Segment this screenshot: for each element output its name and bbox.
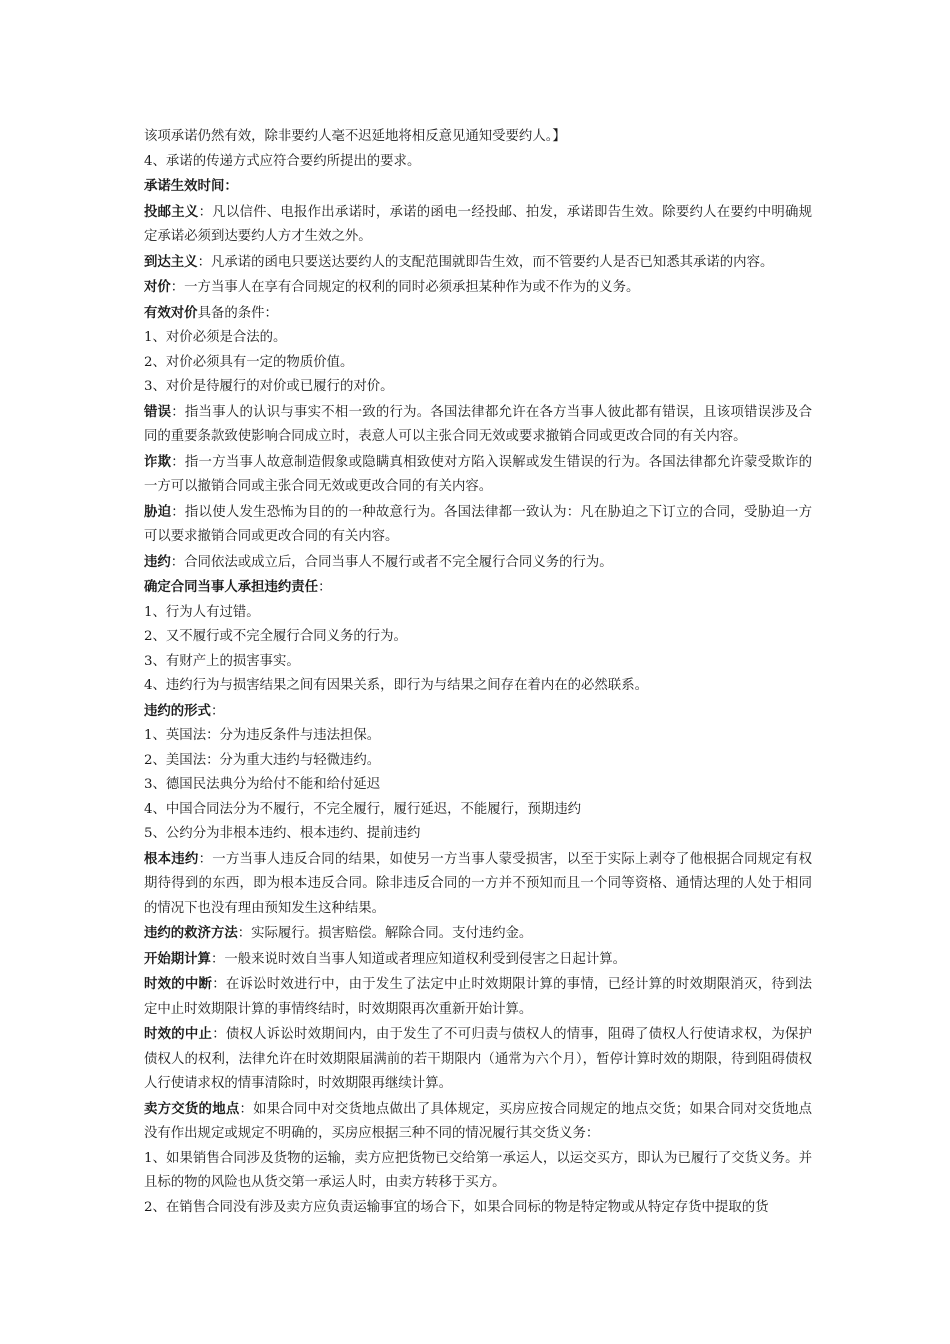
paragraph-text: ：合同依法或成立后，合同当事人不履行或者不完全履行合同义务的行为。 [170,554,613,570]
paragraph-text: ：一般来说时效自当事人知道或者理应知道权利受到侵害之日起计算。 [210,951,627,967]
paragraph [144,200,812,250]
paragraph [144,375,812,400]
bold-term: 卖方交货的地点 [144,1100,240,1117]
bold-term: 到达主义 [144,253,198,270]
bold-term: 对价 [144,279,171,295]
paragraph [144,125,812,150]
paragraph-text: 具备的条件： [197,305,278,321]
paragraph-text: 该项承诺仍然有效，除非要约人毫不迟延地将相反意见通知受要约人。】 [144,129,566,144]
paragraph-text: ： [318,580,332,595]
paragraph-text: 1、如果销售合同涉及货物的运输，卖方应把货物已交给第一承运人，以运交买方，即认为已履行了交货义务。并且标的物的风险也从货交第一承运人时，由卖方转移于买方。 [144,1150,812,1190]
bold-term: 错误 [144,403,172,420]
bold-term: 胁迫 [144,503,172,520]
paragraph [144,773,812,798]
paragraph-text: 3、对价是待履行的对价或已履行的对价。 [144,379,394,394]
paragraph [144,500,812,550]
bold-term: 有效对价 [144,304,198,321]
paragraph [144,400,812,450]
paragraph-text: 2、对价必须具有一定的物质价值。 [144,354,354,370]
paragraph [144,301,812,327]
paragraph-text: 4、违约行为与损害结果之间有因果关系，即行为与结果之间存在着内在的必然联系。 [144,678,648,693]
paragraph [144,972,812,1022]
paragraph [144,1147,812,1196]
bold-term: 投邮主义 [144,203,199,220]
bold-term: 诈欺 [144,453,172,470]
paragraph-text: ：一方当事人在享有合同规定的权利的同时必须承担某种作为或不作为的义务。 [170,280,640,295]
bold-term: 根本违约 [144,850,199,867]
paragraph-text: 2、美国法：分为重大违约与轻微违约。 [144,752,381,768]
bold-term: 开始期计算 [144,950,211,967]
paragraph-text: 4、中国合同法分为不履行，不完全履行，履行延迟，不能履行，预期违约 [144,801,582,817]
document-body [144,125,812,1220]
paragraph [144,601,812,626]
paragraph [144,749,812,774]
paragraph [144,351,812,376]
paragraph [144,822,812,847]
paragraph-text: 4、承诺的传递方式应符合要约所提出的要求。 [144,153,421,169]
paragraph [144,250,812,276]
paragraph-text: ：在诉讼时效进行中，由于发生了法定中止时效期限计算的事情，已经计算的时效期限消灭，待到法定中止时效期限计算的事情终结时，时效期限再次重新开始计算。 [144,977,813,1017]
paragraph-text: ：实际履行。损害赔偿。解除合同。支付违约金。 [237,926,533,941]
bold-term: 违约的救济方法 [144,925,238,941]
paragraph-text: 2、又不履行或不完全履行合同义务的行为。 [144,629,407,644]
paragraph [144,275,812,301]
paragraph-text: 1、行为人有过错。 [144,604,260,620]
paragraph-text: 3、德国民法典分为给付不能和给付延迟 [144,777,381,792]
paragraph [144,1196,812,1221]
paragraph [144,650,812,675]
paragraph-text: ：债权人诉讼时效期间内，由于发生了不可归责与债权人的情事，阻碍了债权人行使请求权，为保护债权人的权利，法律允许在时效期限届满前的若干期限内（通常为六个月），暂停计算时效的期限，待到阻碍债权人行使请求权的情事清除时，时效期限再继续计算。 [144,1027,813,1091]
paragraph-text: 5、公约分为非根本违约、根本违约、提前违约 [144,826,421,841]
paragraph [144,1097,812,1147]
paragraph [144,847,812,922]
paragraph [144,1022,812,1097]
bold-term: 承诺生效时间： [144,178,238,194]
paragraph-text: ：指当事人的认识与事实不相一致的行为。各国法律都允许在各方当事人彼此都有错误，且该项错误涉及合同的重要条款致使影响合同成立时，表意人可以主张合同无效或要求撤销合同或更改合同的有关内容。 [144,404,813,444]
paragraph-text: ：凡承诺的函电只要送达要约人的支配范围就即告生效，而不管要约人是否已知悉其承诺的内容。 [197,254,774,270]
paragraph-text: 1、英国法：分为违反条件与违法担保。 [144,728,381,743]
paragraph-text: ：指一方当事人故意制造假象或隐瞒真相致使对方陷入误解或发生错误的行为。各国法律都允许蒙受欺诈的一方可以撤销合同或主张合同无效或更改合同的有关内容。 [144,454,813,494]
paragraph-text: ：一方当事人违反合同的结果，如使另一方当事人蒙受损害，以至于实际上剥夺了他根据合同规定有权期待得到的东西，即为根本违反合同。除非违反合同的一方并不预知而且一个同等资格、通情达理的人处于相同的情况下也没有理由预知发生这种结果。 [144,851,813,916]
bold-term: 违约的形式 [144,702,211,719]
paragraph [144,174,812,200]
paragraph-text: ：指以使人发生恐怖为目的的一种故意行为。各国法律都一致认为：凡在胁迫之下订立的合同，受胁迫一方可以要求撤销合同或更改合同的有关内容。 [144,504,813,544]
paragraph [144,798,812,823]
paragraph [144,150,812,175]
paragraph [144,326,812,351]
paragraph-text: 3、有财产上的损害事实。 [144,653,300,669]
paragraph [144,550,812,576]
paragraph-text: ： [210,703,225,719]
paragraph-text: 1、对价必须是合法的。 [144,330,287,345]
paragraph [144,921,812,947]
paragraph [144,450,812,500]
paragraph [144,575,812,601]
bold-term: 确定合同当事人承担违约责任 [144,579,319,595]
paragraph-text: 2、在销售合同没有涉及卖方应负责运输事宜的场合下，如果合同标的物是特定物或从特定存货中提取的货 [144,1199,769,1215]
bold-term: 时效的中断 [144,976,213,992]
paragraph [144,699,812,725]
bold-term: 违约 [144,553,171,570]
paragraph [144,625,812,650]
paragraph-text: ：凡以信件、电报作出承诺时，承诺的函电一经投邮、拍发，承诺即告生效。除要约人在要约中明确规定承诺必须到达要约人方才生效之外。 [144,204,813,244]
paragraph [144,674,812,699]
paragraph [144,724,812,749]
paragraph-text: ：如果合同中对交货地点做出了具体规定，买房应按合同规定的地点交货；如果合同对交货地点没有作出规定或规定不明确的，买房应根据三种不同的情况履行其交货义务： [144,1101,813,1141]
paragraph [144,947,812,973]
bold-term: 时效的中止 [144,1026,213,1042]
